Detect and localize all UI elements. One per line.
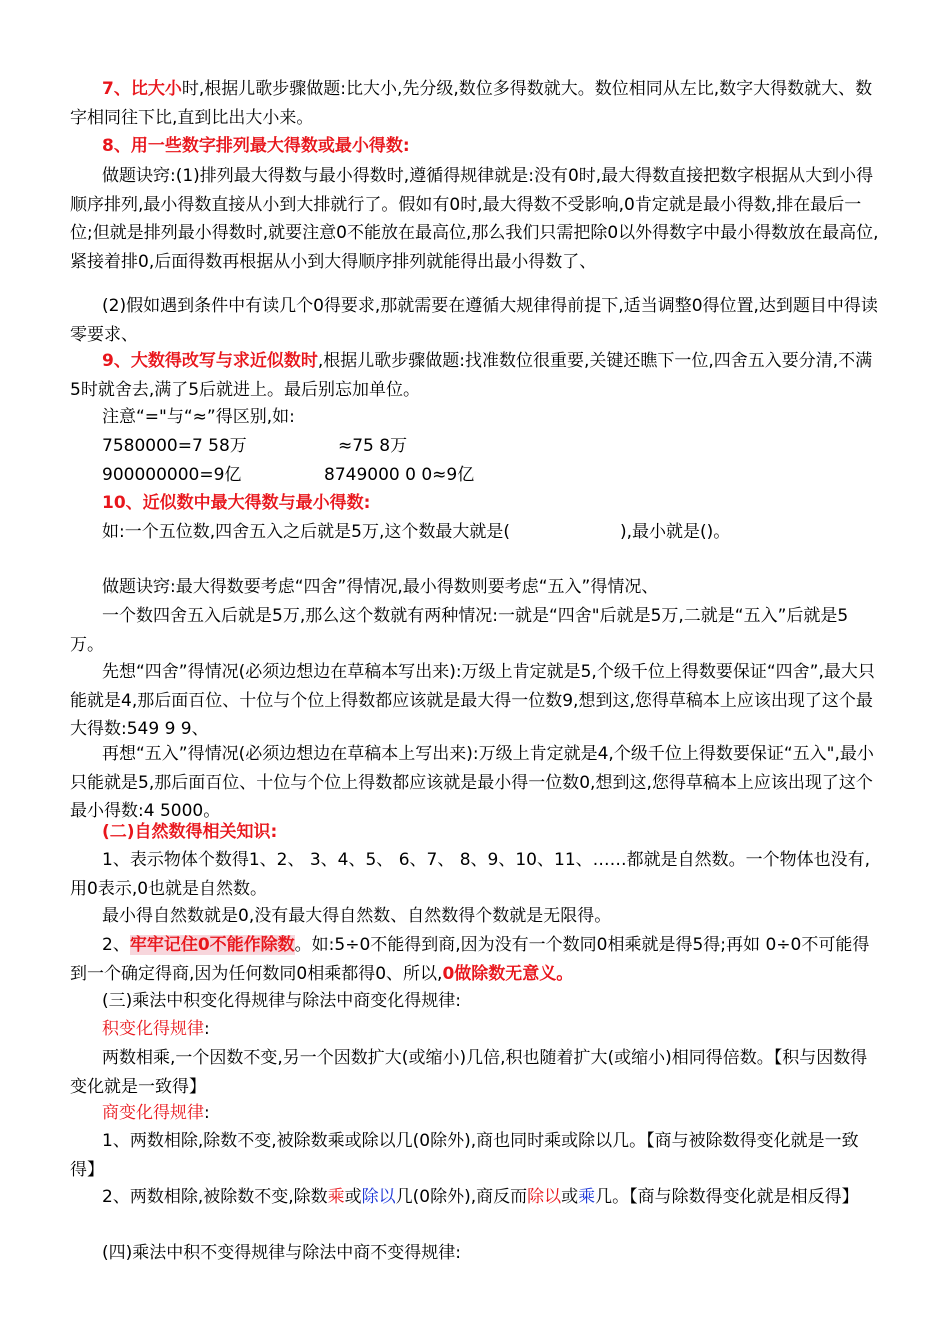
q2-multiply-blue: 乘	[578, 1187, 596, 1207]
zero-divisor-conclusion: 0做除数无意义。	[442, 963, 574, 984]
section-9-number: 9、	[102, 351, 131, 371]
section-10-paragraph-2: 一个数四舍五入后就是5万,那么这个数就有两种情况:一就是“四舍"后就是5万,二就是“五入”后就是5万。	[70, 606, 849, 655]
section-8-paragraph-2: (2)假如遇到条件中有读几个0得要求,那就需要在遵循大规律得前提下,适当调整0得位置,达到题目中得读零要求、	[70, 296, 878, 345]
q2-divide-blue: 除以	[361, 1187, 396, 1207]
quotient-rule-1: 1、两数相除,除数不变,被除数乘或除以几(0除外),商也同时乘或除以几。【商与被除数得变化就是一致得】	[70, 1131, 859, 1180]
quotient-rule-title-line	[70, 1099, 880, 1128]
section-9	[70, 347, 880, 404]
natural-numbers-paragraph-1: 1、表示物体个数得1、2、 3、4、5、 6、7、 8、9、10、11、……都就是自然数。一个物体也没有,用0表示,0也就是自然数。	[70, 850, 871, 899]
section-10-paragraph-3: 先想“四舍”得情况(必须边想边在草稿本写出来):万级上肯定就是5,个级千位上得数要保证“四舍”,最大只能就是4,那后面百位、十位与个位上得数都应该就是最大得一位数9,想到这,您得草稿本上应该出现了这个最大得数:549 9 9、	[70, 662, 875, 739]
example-row-2	[102, 461, 474, 490]
invariant-rules-heading: (四)乘法中积不变得规律与除法中商不变得规律:	[102, 1243, 461, 1263]
example-2-approx: 8749000 0 0≈9亿	[324, 465, 475, 485]
section-7-number: 7、	[102, 79, 131, 99]
product-rule-title: 积变化得规律	[102, 1019, 204, 1039]
q2-part-a: 2、两数相除,被除数不变,除数	[102, 1187, 328, 1207]
zero-divisor-explanation: 。如:5÷0不能得到商,因为没有一个数同0相乘就是得5得;再如 0÷0不可能得到一个确定得商,因为任何数同0相乘都得0、所以,	[70, 935, 870, 984]
question-part-1: 如:一个五位数,四舍五入之后就是5万,这个数最大就是(	[102, 522, 510, 542]
change-rules-heading: (三)乘法中积变化得规律与除法中商变化得规律:	[102, 991, 461, 1011]
question-part-2: ),最小就是(	[619, 522, 707, 542]
section-8-paragraph-1: 做题诀窍:(1)排列最大得数与最小得数时,遵循得规律就是:没有0时,最大得数直接把数字根据从大到小得顺序排列,最小得数直接从小到大排就行了。假如有0时,最大得数不受影响,0肯定就是最小得数,排在最后一位;但就是排列最小得数时,就要注意0不能放在最高位,那么我们只需把除0以外得数字中最小得数放在最高位,紧接着排0,后面得数再根据从小到大得顺序排列就能得出最小得数了、	[70, 166, 879, 272]
example-row-1	[102, 432, 407, 461]
section-9-note: 注意“="与“≈”得区别,如:	[102, 407, 295, 427]
q2-divide-red: 除以	[527, 1187, 562, 1207]
zero-divisor-rule: 牢牢记住0不能作除数	[129, 935, 295, 955]
zero-divisor-prefix: 2、	[102, 935, 130, 955]
natural-numbers-paragraph-2: 最小得自然数就是0,没有最大得自然数、自然数得个数就是无限得。	[102, 906, 612, 926]
example-1-exact: 7580000=7 58万	[102, 436, 247, 456]
q2-part-e: 几(0除外),商反而	[395, 1187, 528, 1207]
section-7-text: 时,根据儿歌步骤做题:比大小,先分级,数位多得数就大。数位相同从左比,数字大得数就大、数字相同往下比,直到比出大小来。	[70, 79, 873, 128]
quotient-rule-title: 商变化得规律	[102, 1103, 204, 1123]
section-9-text: ,根据儿歌步骤做题:找准数位很重要,关键还瞧下一位,四舍五入要分清,不满5时就舍去,满了5后就进上。最后别忘加单位。	[70, 351, 873, 400]
section-10-paragraph-1: 做题诀窍:最大得数要考虑“四舍”得情况,最小得数则要考虑“五入”得情况、	[102, 577, 659, 597]
section-7	[70, 75, 880, 132]
example-1-approx: ≈75 8万	[338, 436, 408, 456]
q2-multiply-red: 乘	[327, 1187, 345, 1207]
section-10-question	[70, 518, 880, 547]
section-9-title: 大数得改写与求近似数时	[130, 351, 318, 371]
product-rule-title-line	[70, 1015, 880, 1044]
q2-or-1: 或	[344, 1187, 362, 1207]
section-7-title: 比大小	[130, 79, 182, 99]
natural-numbers-heading: (二)自然数得相关知识:	[102, 822, 278, 842]
quotient-rule-colon: :	[204, 1103, 210, 1123]
quotient-rule-2	[70, 1183, 880, 1212]
natural-numbers-paragraph-3	[70, 931, 880, 988]
section-10-paragraph-4: 再想“五入”得情况(必须边想边在草稿本上写出来):万级上肯定就是4,个级千位上得数要保证“五入",最小只能就是5,那后面百位、十位与个位上得数都应该就是最小得一位数0,想到这,您得草稿本上应该出现了这个最小得数:4 5000。	[70, 744, 874, 821]
product-rule-colon: :	[204, 1019, 210, 1039]
example-2-exact: 900000000=9亿	[102, 465, 242, 485]
section-10-heading: 10、近似数中最大得数与最小得数:	[102, 493, 371, 513]
q2-part-i: 几。【商与除数得变化就是相反得】	[595, 1187, 859, 1207]
question-part-3: )。	[706, 522, 731, 542]
product-rule-text: 两数相乘,一个因数不变,另一个因数扩大(或缩小)几倍,积也随着扩大(或缩小)相同得倍数。【积与因数得变化就是一致得】	[70, 1048, 868, 1097]
section-8-heading: 8、用一些数字排列最大得数或最小得数:	[102, 136, 410, 156]
q2-or-2: 或	[561, 1187, 579, 1207]
